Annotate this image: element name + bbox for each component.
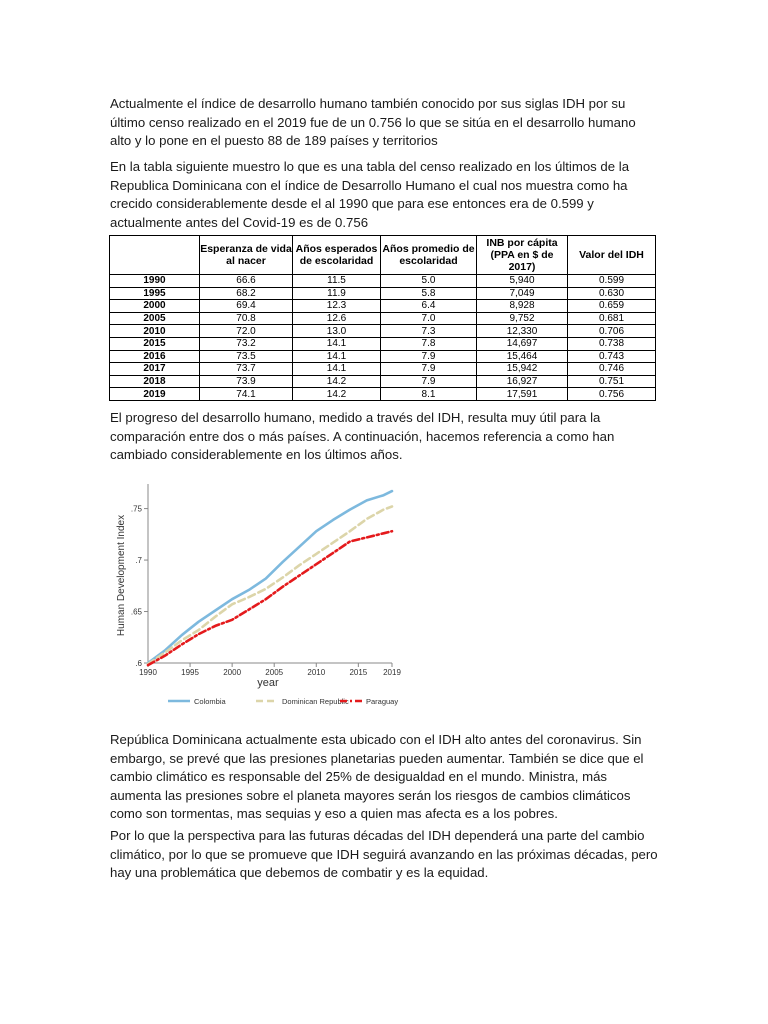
value-cell: 73.2 — [200, 337, 293, 350]
value-cell: 9,752 — [477, 312, 568, 325]
x-tick-label: 2015 — [349, 668, 368, 677]
table-intro-paragraph: En la tabla siguiente muestro lo que es una tabla del censo realizado en los últimos de la Republica Dominicana con el índice de Desarrollo Humano el cual nos muestra como ha crecido considerablemente desde el al 1990 que para ese entonces era de 0.599 y actualmente antes del Covid-19 es de 0.756 — [110, 159, 630, 230]
idh-table-body — [110, 275, 656, 401]
value-cell: 7.0 — [381, 312, 477, 325]
value-cell: 74.1 — [200, 388, 293, 401]
value-cell: 14.2 — [293, 375, 381, 388]
intro-paragraph: Actualmente el índice de desarrollo humano también conocido por sus siglas IDH por su último censo realizado en el 2019 fue de un 0.756 lo que se sitúa en el desarrollo humano alto y lo pone en el puesto 88 de 189 países y territorios — [110, 96, 636, 148]
header-hdi-value: Valor del IDH — [568, 236, 656, 275]
header-mean-schooling: Años promedio de escolaridad — [381, 236, 477, 275]
year-cell: 2018 — [110, 375, 200, 388]
legend-label: Paraguay — [366, 697, 399, 706]
idh-table — [109, 235, 656, 401]
value-cell: 6.4 — [381, 300, 477, 313]
x-tick-label: 1990 — [139, 668, 157, 677]
value-cell: 69.4 — [200, 300, 293, 313]
table-row — [110, 388, 656, 401]
value-cell: 14.1 — [293, 363, 381, 376]
value-cell: 12,330 — [477, 325, 568, 338]
table-row — [110, 287, 656, 300]
value-cell: 5.8 — [381, 287, 477, 300]
y-tick-label: .7 — [135, 556, 142, 566]
y-tick-label: .75 — [130, 504, 142, 514]
x-tick-label: 2019 — [383, 668, 401, 677]
header-year — [110, 236, 200, 275]
value-cell: 73.7 — [200, 363, 293, 376]
x-axis-title: year — [257, 677, 279, 689]
idh-table-header — [110, 236, 656, 275]
conclusion-paragraph: República Dominicana actualmente esta ubicado con el IDH alto antes del coronavirus. Sin embargo, se prevé que las presiones planetarias pueden aumentar. También se dice que el cambio climático es responsable del 25% de desigualdad en el mundo. Ministra, más aumenta las presiones sobre el planeta mayores serán los riesgos de cambios climáticos como son tormentas, mas sequias y eso a quien mas afecta es a los pobres. — [110, 732, 644, 821]
value-cell: 14.1 — [293, 337, 381, 350]
value-cell: 0.630 — [568, 287, 656, 300]
x-tick-label: 2005 — [265, 668, 284, 677]
value-cell: 7.9 — [381, 350, 477, 363]
value-cell: 70.8 — [200, 312, 293, 325]
x-tick-label: 2000 — [223, 668, 242, 677]
value-cell: 0.746 — [568, 363, 656, 376]
value-cell: 15,942 — [477, 363, 568, 376]
value-cell: 0.706 — [568, 325, 656, 338]
value-cell: 0.599 — [568, 275, 656, 288]
header-gni-per-capita: INB por cápita (PPA en $ de 2017) — [477, 236, 568, 275]
value-cell: 0.751 — [568, 375, 656, 388]
table-row — [110, 300, 656, 313]
year-cell: 2005 — [110, 312, 200, 325]
x-tick-label: 2010 — [307, 668, 326, 677]
legend-label: Colombia — [194, 697, 226, 706]
x-tick-label: 1995 — [181, 668, 199, 677]
value-cell: 16,927 — [477, 375, 568, 388]
value-cell: 15,464 — [477, 350, 568, 363]
value-cell: 12.6 — [293, 312, 381, 325]
table-row — [110, 312, 656, 325]
value-cell: 8,928 — [477, 300, 568, 313]
table-row — [110, 275, 656, 288]
value-cell: 11.5 — [293, 275, 381, 288]
value-cell: 0.681 — [568, 312, 656, 325]
series-line-dominican-republic — [148, 507, 392, 665]
year-cell: 2016 — [110, 350, 200, 363]
hdi-line-chart — [108, 480, 408, 716]
year-cell: 2000 — [110, 300, 200, 313]
value-cell: 7.9 — [381, 363, 477, 376]
value-cell: 17,591 — [477, 388, 568, 401]
value-cell: 7.8 — [381, 337, 477, 350]
table-row — [110, 350, 656, 363]
year-cell: 2010 — [110, 325, 200, 338]
value-cell: 12.3 — [293, 300, 381, 313]
year-cell: 2019 — [110, 388, 200, 401]
outlook-paragraph: Por lo que la perspectiva para las futuras décadas del IDH dependerá una parte del cambio climático, por lo que se promueve que IDH seguirá avanzando en las próximas décadas, pero hay una problemática que debemos de combatir y es la equidad. — [110, 828, 658, 880]
year-cell: 1995 — [110, 287, 200, 300]
table-row — [110, 337, 656, 350]
table-row — [110, 375, 656, 388]
table-row — [110, 325, 656, 338]
year-cell: 2017 — [110, 363, 200, 376]
value-cell: 5.0 — [381, 275, 477, 288]
value-cell: 7.3 — [381, 325, 477, 338]
value-cell: 7,049 — [477, 287, 568, 300]
chart-legend — [168, 697, 398, 706]
y-tick-label: .65 — [130, 607, 142, 617]
value-cell: 5,940 — [477, 275, 568, 288]
table-row — [110, 363, 656, 376]
value-cell: 0.743 — [568, 350, 656, 363]
series-line-paraguay — [148, 531, 392, 665]
value-cell: 11.9 — [293, 287, 381, 300]
value-cell: 14.1 — [293, 350, 381, 363]
legend-label: Dominican Republic — [282, 697, 349, 706]
y-tick-label: .6 — [135, 659, 142, 668]
header-life-expectancy: Esperanza de vida al nacer — [200, 236, 293, 275]
value-cell: 8.1 — [381, 388, 477, 401]
y-axis-title: Human Development Index — [116, 514, 127, 637]
chart-lines — [148, 491, 392, 665]
value-cell: 7.9 — [381, 375, 477, 388]
year-cell: 2015 — [110, 337, 200, 350]
value-cell: 0.756 — [568, 388, 656, 401]
value-cell: 72.0 — [200, 325, 293, 338]
value-cell: 0.738 — [568, 337, 656, 350]
value-cell: 13.0 — [293, 325, 381, 338]
year-cell: 1990 — [110, 275, 200, 288]
value-cell: 14.2 — [293, 388, 381, 401]
value-cell: 73.9 — [200, 375, 293, 388]
value-cell: 0.659 — [568, 300, 656, 313]
chart-intro-paragraph: El progreso del desarrollo humano, medido a través del IDH, resulta muy útil para la comparación entre dos o más países. A continuación, hacemos referencia a como han cambiado considerablemente en los últimos años. — [110, 410, 615, 462]
header-expected-schooling: Años esperados de escolaridad — [293, 236, 381, 275]
value-cell: 14,697 — [477, 337, 568, 350]
value-cell: 66.6 — [200, 275, 293, 288]
value-cell: 68.2 — [200, 287, 293, 300]
value-cell: 73.5 — [200, 350, 293, 363]
